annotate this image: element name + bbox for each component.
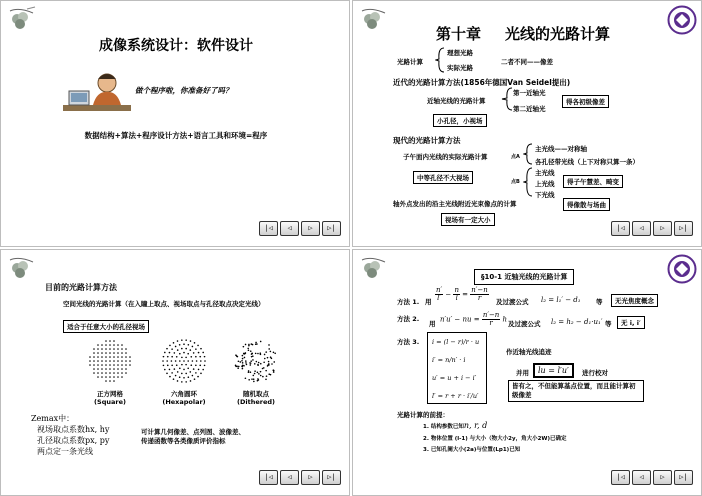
- premise-2: 2. 物体位置 (l-1) 与大小（物大小2y，角大小2W)已确定: [423, 436, 567, 442]
- premise-3: 3. 已知孔阑大小(2a)与位置(Lp1)已知: [423, 447, 521, 453]
- square-grid-icon: [87, 338, 133, 384]
- base-point-box: 皆有之，不但能算基点位置，而且能计算初级像差: [508, 380, 644, 402]
- programmer-illustration: [63, 65, 131, 125]
- use-text-2: 用: [429, 320, 436, 328]
- grapes-logo-icon: [5, 254, 39, 282]
- ideal-path: 理想光路: [447, 49, 473, 57]
- structure-params: n, r, d: [463, 421, 488, 430]
- second-ray: 第二近轴光: [513, 105, 546, 113]
- nav-bar: [611, 470, 693, 485]
- b-upper: 上光线: [535, 180, 555, 188]
- calc-label: 光路计算: [397, 58, 423, 66]
- etc-text-2: 等: [605, 320, 612, 328]
- slide-1: [0, 0, 350, 247]
- question-text: 做个程序啦，你准备好了吗？: [135, 86, 233, 95]
- transition-formula-2: l₂ = h₂ − d₁·u₁′: [551, 318, 603, 326]
- difference-text: 二者不同——像差: [501, 58, 553, 66]
- slide-title: 成像系统设计：软件设计: [99, 38, 253, 54]
- nav-bar: [259, 470, 341, 485]
- a-aperture: 各孔径带光线（上下对称只算一条）: [535, 158, 639, 166]
- university-seal-icon: [667, 254, 697, 284]
- nav-prev-button[interactable]: ◁: [632, 221, 651, 236]
- premise-1: 1. 结构参数已知n, r, d: [423, 421, 488, 430]
- check-text: 进行校对: [582, 369, 608, 377]
- grapes-logo-icon: [5, 5, 39, 33]
- point-b: 点B: [511, 179, 520, 185]
- modern-text: 现代的光路计算方法: [393, 136, 461, 145]
- tracking-text: 作近轴光线追迹: [506, 348, 552, 356]
- evaluation-text: 可计算几何像差、点列图、波像差、 传递函数等各类像质评价指标: [141, 428, 245, 445]
- history-text: 近代的光路计算方法(1856年德国Van Seidel提出): [393, 78, 571, 87]
- nav-prev-button[interactable]: ◁: [632, 470, 651, 485]
- dithered-grid-icon: [233, 338, 279, 384]
- brace-icon: [435, 47, 445, 73]
- nav-first-button[interactable]: |◁: [611, 470, 630, 485]
- nav-next-button[interactable]: ▷: [301, 470, 320, 485]
- etc-text-1: 等: [596, 298, 603, 306]
- medium-aperture-box: 中等孔径不大视场: [413, 171, 473, 184]
- paraxial-text: 近轴光线的光路计算: [427, 97, 486, 105]
- section-heading: §10-1 近轴光线的光路计算: [474, 269, 574, 285]
- meridian-text: 子午面内光线的实际光路计算: [403, 153, 488, 161]
- transition-formula-1: l₂ = l₁′ − d₁: [541, 296, 581, 304]
- use-text: 用: [425, 298, 432, 306]
- method-3-equations: i = (l − r)/r · u i′ = n/n′ · i u′ = u + i − i′ l′ = r + r · i′/u′: [427, 332, 487, 404]
- grapes-logo-icon: [357, 5, 391, 33]
- brace-icon: [501, 87, 513, 111]
- nav-next-button[interactable]: ▷: [653, 470, 672, 485]
- method-3-label: 方法 3.: [397, 338, 420, 346]
- grid-dithered-label: 随机取点 (Dithered): [237, 390, 275, 406]
- slide-3: [0, 249, 350, 496]
- nav-prev-button[interactable]: ◁: [280, 221, 299, 236]
- first-ray: 第一近轴光: [513, 89, 546, 97]
- chapter-title: 光线的光路计算: [505, 25, 611, 43]
- real-path: 实际光路: [447, 64, 473, 72]
- nav-first-button[interactable]: |◁: [259, 470, 278, 485]
- nav-next-button[interactable]: ▷: [653, 221, 672, 236]
- uh-equation: n′u′ − nu = $\frac{n'-n}{r}$ h: [440, 311, 508, 327]
- nav-first-button[interactable]: |◁: [611, 221, 630, 236]
- any-size-box: 适合于任意大小的孔径视场: [63, 320, 149, 333]
- grid-square-label: 正方网格 (Square): [94, 390, 126, 406]
- gauss-box: 得各初级像差: [562, 95, 609, 108]
- nav-last-button[interactable]: ▷|: [674, 221, 693, 236]
- offaxis-text: 轴外点发出的沿主光线附近光束像点的计算: [393, 200, 517, 208]
- premise-heading: 光路计算的前提：: [397, 411, 449, 419]
- b-lower: 下光线: [535, 191, 555, 199]
- slide-2: [352, 0, 702, 247]
- abbe-equation: $\frac{n'}{l'}$ − $\frac{n}{l}$ = $\frac{n'-n}{r}$: [436, 286, 488, 302]
- slide-4: [352, 249, 702, 496]
- nav-prev-button[interactable]: ◁: [280, 470, 299, 485]
- grapes-logo-icon: [357, 254, 391, 282]
- grid-hex-label: 六角圆环 (Hexapolar): [162, 390, 206, 406]
- chapter-label: 第十章: [436, 25, 482, 43]
- method-2-label: 方法 2.: [397, 315, 420, 323]
- no-i-box: 无 i, i′: [617, 316, 645, 329]
- nav-last-button[interactable]: ▷|: [674, 470, 693, 485]
- b-chief: 主光线: [535, 169, 555, 177]
- university-seal-icon: [667, 5, 697, 35]
- brace-icon: [523, 143, 533, 165]
- and-transition-1: 及过渡公式: [496, 298, 529, 306]
- and-use-text: 并用: [516, 369, 529, 377]
- a-chief: 主光线——对称轴: [535, 145, 587, 153]
- no-power-box: 无光焦度概念: [611, 294, 658, 307]
- tangential-box: 得子午慧差、畸变: [563, 175, 623, 188]
- hexapolar-grid-icon: [161, 338, 207, 384]
- point-a: 点A: [511, 154, 520, 160]
- nav-bar: [611, 221, 693, 236]
- nav-next-button[interactable]: ▷: [301, 221, 320, 236]
- nav-first-button[interactable]: |◁: [259, 221, 278, 236]
- zemax-notes: Zemax中： 视场取点系数hx, hy 孔径取点系数px, py 两点定一条光线: [31, 414, 110, 456]
- brace-icon: [523, 167, 533, 197]
- space-ray-text: 空间光线的光路计算（在入瞳上取点、视场取点与孔径取点决定光线）: [63, 300, 265, 308]
- nav-bar: [259, 221, 341, 236]
- nav-last-button[interactable]: ▷|: [322, 221, 341, 236]
- small-aperture-box: 小孔径，小视场: [433, 114, 487, 127]
- lagrange-box: lu = l′u′: [533, 363, 574, 378]
- formula-text: 数据结构+算法+程序设计方法+语言工具和环境=程序: [84, 131, 268, 140]
- nav-last-button[interactable]: ▷|: [322, 470, 341, 485]
- and-transition-2: 及过渡公式: [508, 320, 541, 328]
- method-1-label: 方法 1.: [397, 298, 420, 306]
- purpose-heading: 目前的光路计算方法: [45, 283, 117, 292]
- astigmatism-box: 得像散与场曲: [563, 198, 610, 211]
- wide-field-box: 视场有一定大小: [441, 213, 495, 226]
